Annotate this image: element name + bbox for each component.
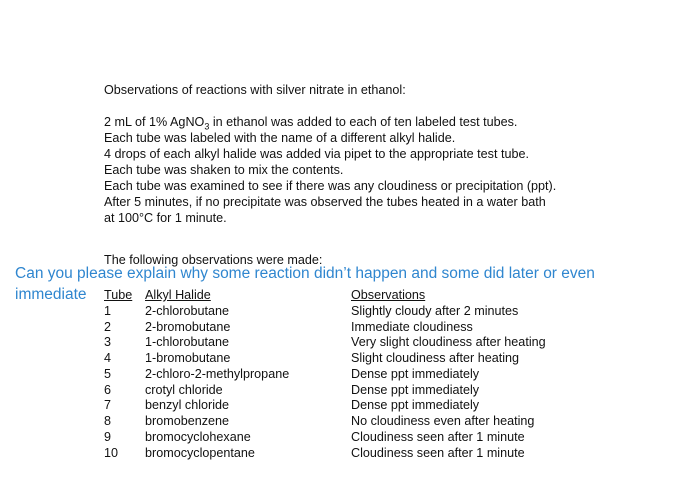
alkyl-halide-name: 1-bromobutane [145, 351, 231, 365]
observation-text: Immediate cloudiness [351, 320, 473, 334]
procedure-line-3: 4 drops of each alkyl halide was added via pipet to the appropriate test tube. [104, 147, 529, 161]
tube-number: 10 [104, 446, 119, 460]
alkyl-halide-name: 2-bromobutane [145, 320, 231, 334]
procedure-line-5: Each tube was examined to see if there was any cloudiness or precipitation (ppt). [104, 179, 557, 193]
tube-number: 4 [104, 351, 112, 365]
alkyl-halide-name: bromocyclohexane [145, 430, 251, 444]
observation-text: Dense ppt immediately [351, 383, 480, 397]
observation-text: Dense ppt immediately [351, 398, 480, 412]
procedure-line-4: Each tube was shaken to mix the contents. [104, 163, 344, 177]
procedure-line-7: at 100°C for 1 minute. [104, 211, 227, 225]
observation-column-header: Observations [351, 288, 426, 302]
tube-number: 1 [104, 304, 112, 318]
observation-text: Very slight cloudiness after heating [351, 335, 546, 349]
tube-column-header: Tube [104, 288, 133, 302]
alkyl-halide-name: crotyl chloride [145, 383, 223, 397]
observation-text: Slight cloudiness after heating [351, 351, 520, 365]
tube-number: 9 [104, 430, 112, 444]
tube-number: 2 [104, 320, 112, 334]
observation-text: Dense ppt immediately [351, 367, 480, 381]
tube-number: 8 [104, 414, 112, 428]
question-line-1: Can you please explain why some reaction didn’t happen and some did later or even [15, 265, 595, 282]
alkyl-halide-name: bromobenzene [145, 414, 230, 428]
question-line-2: immediate [15, 286, 87, 303]
observation-text: Cloudiness seen after 1 minute [351, 446, 525, 460]
halide-column-header: Alkyl Halide [145, 288, 211, 302]
procedure-line-2: Each tube was labeled with the name of a different alkyl halide. [104, 131, 456, 145]
procedure-line-1-subscript: 3 [204, 121, 210, 132]
alkyl-halide-name: benzyl chloride [145, 398, 230, 412]
procedure-line-1-start: 2 mL of 1% AgNO [104, 115, 205, 129]
alkyl-halide-name: 2-chlorobutane [145, 304, 230, 318]
alkyl-halide-name: bromocyclopentane [145, 446, 255, 460]
procedure-line-6: After 5 minutes, if no precipitate was observed the tubes heated in a water bath [104, 195, 546, 209]
tube-number: 7 [104, 398, 112, 412]
observation-text: Slightly cloudy after 2 minutes [351, 304, 519, 318]
tube-number: 3 [104, 335, 112, 349]
tube-number: 6 [104, 383, 112, 397]
alkyl-halide-name: 1-chlorobutane [145, 335, 230, 349]
alkyl-halide-name: 2-chloro-2-methylpropane [145, 367, 290, 381]
observation-text: Cloudiness seen after 1 minute [351, 430, 525, 444]
tube-number: 5 [104, 367, 112, 381]
page-heading: Observations of reactions with silver nitrate in ethanol: [104, 83, 406, 97]
procedure-line-1-end: in ethanol was added to each of ten labeled test tubes. [209, 115, 518, 129]
observation-text: No cloudiness even after heating [351, 414, 535, 428]
observations-intro: The following observations were made: [104, 253, 323, 267]
